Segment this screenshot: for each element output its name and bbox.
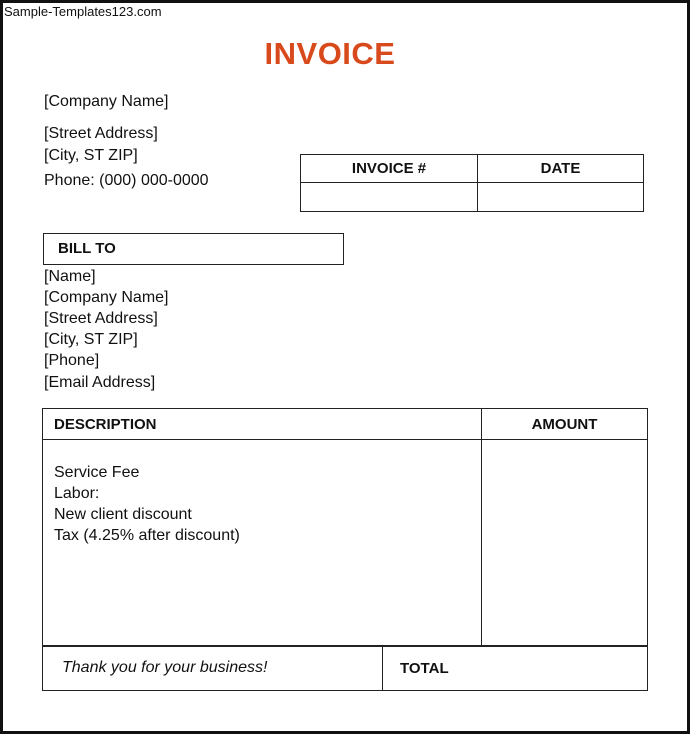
total-label: TOTAL [383,646,648,691]
line-item: New client discount [54,506,192,523]
invoice-number-header: INVOICE # [301,155,478,183]
company-city: [City, ST ZIP] [44,147,138,164]
watermark: Sample-Templates123.com [4,4,162,19]
bill-to-line: [City, ST ZIP] [44,331,138,348]
date-cell[interactable] [478,183,644,212]
invoice-title: INVOICE [264,36,396,71]
date-header: DATE [478,155,644,183]
company-street: [Street Address] [44,125,158,142]
line-item: Labor: [54,485,100,502]
bill-to-line: [Street Address] [44,310,158,327]
bill-to-line: [Name] [44,268,96,285]
amount-cell[interactable] [482,440,648,647]
bill-to-line: [Phone] [44,352,100,369]
company-phone: Phone: (000) 000-0000 [44,172,209,189]
items-table [42,408,648,647]
bill-to-line: [Email Address] [44,374,156,391]
description-cell[interactable] [43,440,482,647]
line-item: Tax (4.25% after discount) [54,527,240,544]
company-name: [Company Name] [44,93,169,110]
description-header: DESCRIPTION [43,409,482,440]
thank-you-note: Thank you for your business! [43,646,383,691]
invoice-number-cell[interactable] [301,183,478,212]
footer-table [42,645,648,691]
invoice-number-date-table [300,154,644,212]
line-item: Service Fee [54,464,140,481]
amount-header: AMOUNT [482,409,648,440]
bill-to-header: BILL TO [43,233,344,265]
bill-to-line: [Company Name] [44,289,169,306]
